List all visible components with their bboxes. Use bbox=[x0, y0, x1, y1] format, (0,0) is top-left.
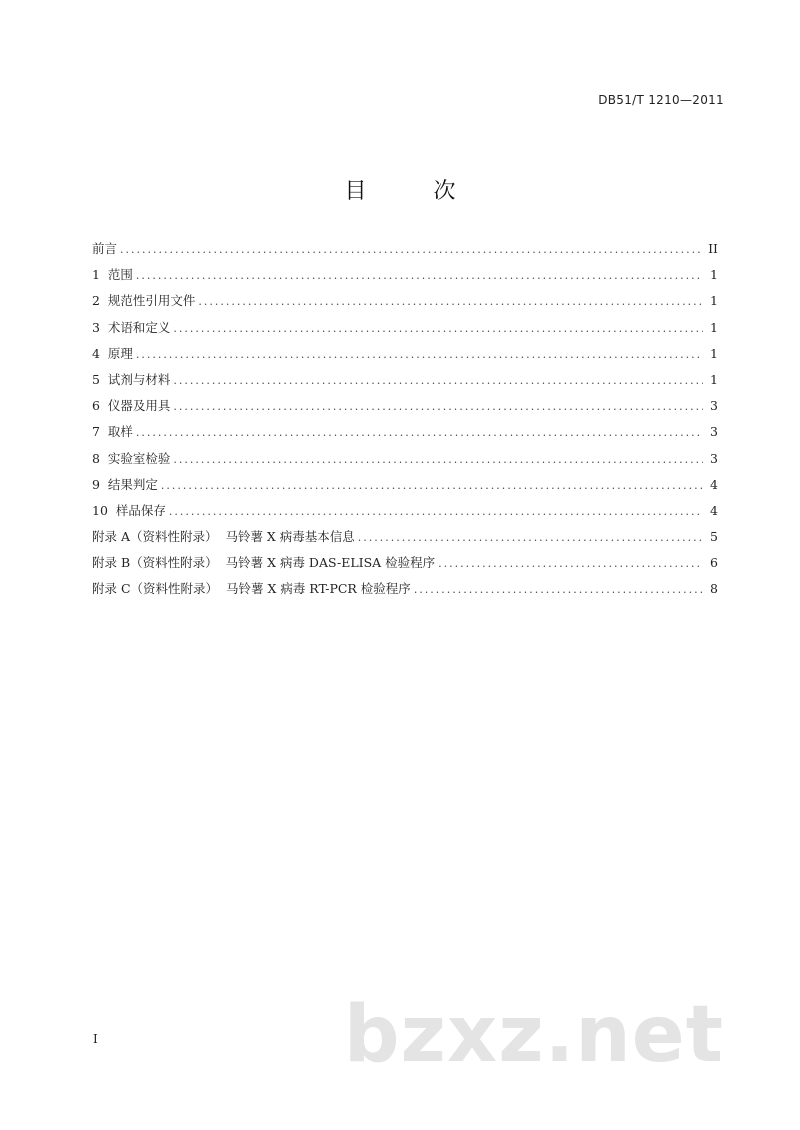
toc-entry[interactable] bbox=[92, 498, 718, 524]
toc-leader-dots bbox=[136, 342, 703, 368]
toc-entry-page: 1 bbox=[710, 267, 718, 283]
toc-entry-page: 6 bbox=[710, 555, 718, 571]
toc-entry-number: 2 bbox=[92, 293, 108, 309]
toc-leader-dots bbox=[198, 289, 703, 315]
toc-entry-label: 范围 bbox=[107, 267, 133, 283]
toc-entry[interactable] bbox=[92, 472, 718, 498]
toc-leader-dots bbox=[120, 237, 703, 263]
toc-entry-number: 6 bbox=[92, 398, 108, 414]
toc-entry-page: 4 bbox=[710, 502, 718, 518]
toc-entry-page: II bbox=[708, 241, 718, 256]
toc-entry[interactable] bbox=[92, 262, 718, 288]
table-of-contents bbox=[92, 236, 718, 603]
toc-leader-dots bbox=[136, 263, 703, 289]
toc-entry-page: 1 bbox=[710, 371, 718, 387]
toc-entry-label: 样品保存 bbox=[115, 502, 166, 518]
toc-entry-label: 附录 B（资料性附录） 马铃薯 X 病毒 DAS-ELISA 检验程序 bbox=[92, 555, 436, 571]
toc-entry-page: 8 bbox=[710, 581, 718, 597]
toc-entry-label: 附录 A（资料性附录） 马铃薯 X 病毒基本信息 bbox=[92, 529, 355, 545]
toc-entry-label: 试剂与材料 bbox=[107, 371, 171, 387]
toc-leader-dots bbox=[136, 420, 703, 446]
toc-entry-label: 仪器及用具 bbox=[107, 398, 171, 414]
toc-entry[interactable] bbox=[92, 315, 718, 341]
toc-leader-dots bbox=[173, 394, 703, 420]
toc-entry-page: 3 bbox=[710, 424, 718, 440]
toc-entry-label: 规范性引用文件 bbox=[107, 293, 196, 309]
toc-entry-label: 附录 C（资料性附录） 马铃薯 X 病毒 RT-PCR 检验程序 bbox=[92, 581, 411, 597]
toc-entry-appendix[interactable] bbox=[92, 524, 718, 550]
toc-entry-number: 3 bbox=[92, 319, 108, 335]
toc-entry-label: 术语和定义 bbox=[107, 319, 171, 335]
toc-leader-dots bbox=[173, 368, 703, 394]
toc-leader-dots bbox=[161, 473, 703, 499]
watermark-logo: bzxz.net bbox=[343, 990, 724, 1080]
toc-entry[interactable] bbox=[92, 419, 718, 445]
toc-entry-label: 实验室检验 bbox=[107, 450, 171, 466]
toc-entry-number: 7 bbox=[92, 424, 108, 440]
toc-entry-page: 4 bbox=[710, 476, 718, 492]
toc-entry-label: 结果判定 bbox=[107, 476, 158, 492]
toc-entry-number: 4 bbox=[92, 345, 108, 361]
toc-entry-number: 9 bbox=[92, 476, 108, 492]
toc-entry-page: 1 bbox=[710, 319, 718, 335]
toc-entry[interactable] bbox=[92, 236, 718, 262]
toc-leader-dots bbox=[438, 551, 703, 577]
toc-entry-number: 1 bbox=[92, 267, 108, 283]
toc-entry-label: 前言 bbox=[92, 241, 118, 256]
page-title: 目 次 bbox=[344, 179, 486, 204]
toc-leader-dots bbox=[173, 447, 703, 473]
toc-entry[interactable] bbox=[92, 367, 718, 393]
toc-entry-appendix[interactable] bbox=[92, 550, 718, 576]
toc-entry-page: 3 bbox=[710, 398, 718, 414]
toc-leader-dots bbox=[173, 316, 703, 342]
toc-entry[interactable] bbox=[92, 393, 718, 419]
toc-entry-label: 取样 bbox=[107, 424, 133, 440]
toc-leader-dots bbox=[358, 525, 703, 551]
toc-entry-number: 5 bbox=[92, 371, 108, 387]
toc-entry-page: 3 bbox=[710, 450, 718, 466]
toc-entry-page: 5 bbox=[710, 529, 718, 545]
toc-entry-page: 1 bbox=[710, 293, 718, 309]
toc-entry-number: 10 bbox=[92, 502, 116, 518]
toc-leader-dots bbox=[414, 577, 703, 603]
page-number: I bbox=[93, 1032, 98, 1046]
toc-leader-dots bbox=[169, 499, 703, 525]
toc-entry-label: 原理 bbox=[107, 345, 133, 361]
toc-entry-number: 8 bbox=[92, 450, 108, 466]
toc-entry[interactable] bbox=[92, 446, 718, 472]
toc-entry[interactable] bbox=[92, 341, 718, 367]
document-code: DB51/T 1210—2011 bbox=[598, 93, 724, 107]
toc-entry-page: 1 bbox=[710, 345, 718, 361]
toc-entry[interactable] bbox=[92, 288, 718, 314]
toc-entry-appendix[interactable] bbox=[92, 576, 718, 602]
